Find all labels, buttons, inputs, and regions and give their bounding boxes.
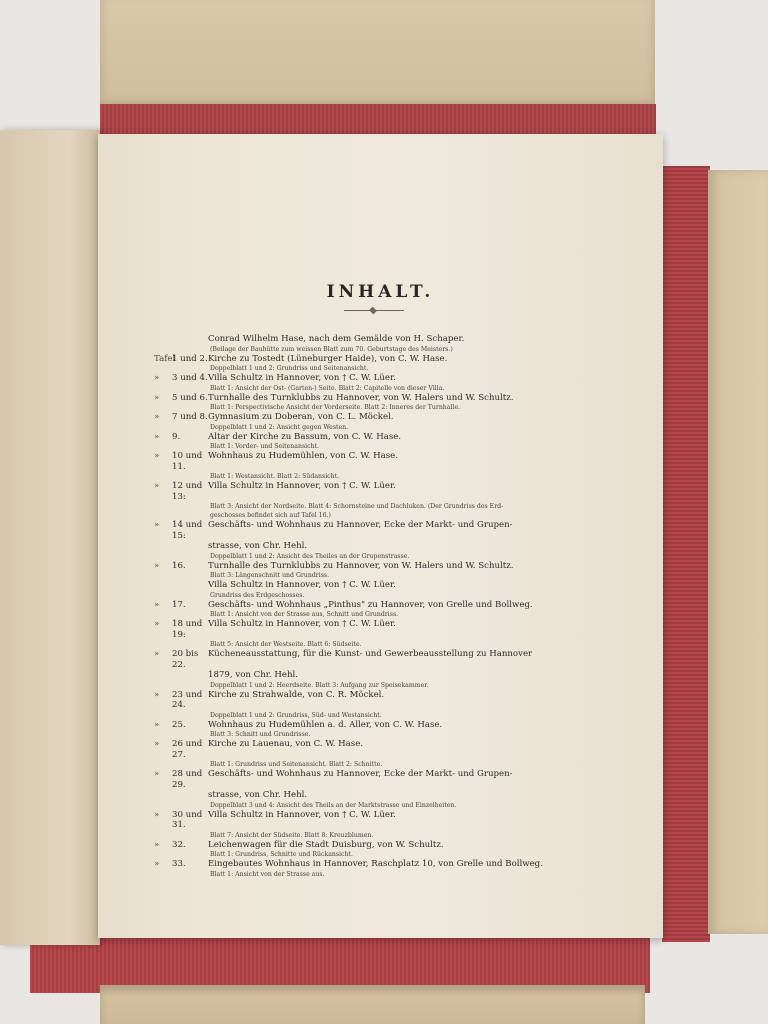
toc-entry-title: Geschäfts- und Wohnhaus zu Hannover, Ecke der Markt- und Grupen- [208,769,513,779]
toc-entry-title: Villa Schultz in Hannover, von † C. W. Lüer. [208,373,396,383]
page-title: INHALT. [326,282,435,302]
toc-entry [154,561,624,572]
toc-marker: » [154,451,160,461]
toc-entry [154,810,624,831]
toc-entry [154,739,624,760]
toc-plate-number: 1 und 2. [172,353,208,364]
toc-entry-title: Villa Schultz in Hannover, von † C. W. Lüer. [208,481,396,491]
toc-plate-number: 33. [172,859,186,869]
toc-entry [154,393,624,404]
bottom-paper-flap [100,985,645,1024]
toc-entry [154,432,624,443]
left-cover-page [0,130,100,945]
toc-plate-number: 25. [172,719,186,730]
toc-marker: Tafel [154,353,176,364]
toc-entry-note: Doppelblatt 3 und 4: Ansicht des Theils an der Marktstrasse und Einzelheiten. [210,801,457,809]
toc-plate-number: 20 bis 22. [172,649,199,670]
toc-marker: » [154,809,160,820]
toc-marker: » [154,560,160,571]
toc-entry [154,720,624,731]
toc-entry-title: Kirche zu Tostedt (Lüneburger Haide), von C. W. Hase. [208,353,448,364]
toc-entry-title: Gymnasium zu Doberan, von C. L. Möckel. [208,412,394,422]
toc-plate-number: 30 und 31. [172,809,203,830]
toc-plate-number: 10 und 11. [172,451,203,472]
toc-plate-number: 17. [172,599,186,610]
toc-marker: » [154,599,160,610]
toc-entry-note: Blatt 3: Schnitt und Grundrisse. [210,731,311,738]
toc-entry-note: Doppelblatt 1 und 2: Ansicht gegen Westen. [210,423,349,431]
toc-entry-note: Blatt 7: Ansicht der Südseite. Blatt 8: Kreuzblumen. [210,831,374,839]
toc-entry-note: Doppelblatt 1 und 2: Grundriss, Süd- und Westansicht. [210,711,382,719]
toc-entry [154,600,624,611]
toc-entry-continuation: Villa Schultz in Hannover, von † C. W. Lüer. [208,580,396,590]
toc-entry-title: Villa Schultz in Hannover, von † C. W. Lüer. [208,619,396,629]
toc-entry [154,690,624,711]
right-paper-flap [708,170,768,934]
toc-marker: » [154,412,160,422]
toc-marker: » [154,689,160,700]
toc-entry-title: Kirche zu Strahwalde, von C. R. Möckel. [208,689,385,700]
toc-entry-note: Blatt 1: Perspectivische Ansicht der Vorderseite. Blatt 2: Inneres der Turnhalle. [210,404,461,411]
toc-entry [154,334,624,345]
toc-entry-title: Geschäfts- und Wohnhaus zu Hannover, Ecke der Markt- und Grupen- [208,520,513,530]
toc-marker [154,334,172,345]
toc-entry-continuation: strasse, von Chr. Hehl. [208,541,308,551]
toc-plate-number: 32. [172,839,186,850]
contents-page [98,134,663,938]
toc-plate-number: 23 und 24. [172,689,203,710]
toc-plate-number: 7 und 8. [172,412,208,422]
toc-entry [154,649,624,670]
toc-entry-title: Eingebautes Wohnhaus in Hannover, Raschplatz 10, von Grelle und Bollweg. [208,859,543,869]
toc-entry [154,619,624,640]
toc-plate-number: 3 und 4. [172,373,208,383]
toc-entry-note: geschosses befindet sich auf Tafel 16.) [210,512,331,519]
toc-entry-title: Kücheneausstattung, für die Kunst- und Gewerbeausstellung zu Hannover [208,649,533,659]
toc-entry-note: (Beilage der Bauhütte zum weissen Blatt zum 70. Geburtstage des Meisters.) [210,345,453,353]
toc-entry-continuation: 1879, von Chr. Hehl. [208,670,298,680]
toc-plate-number: 16. [172,560,186,571]
toc-entry-title: Villa Schultz in Hannover, von † C. W. Lüer. [208,809,396,820]
toc-entry-continuation: strasse, von Chr. Hehl. [208,790,308,800]
toc-entry-title: Turnhalle des Turnklubbs zu Hannover, von W. Halers und W. Schultz. [208,392,514,403]
toc-entry-note: Blatt 1: Ansicht der Ost- (Garten-) Seite. Blatt 2: Capitelle von dieser Villa. [210,384,445,392]
toc-plate-number: 18 und 19: [172,619,203,640]
toc-entry-title: Leichenwagen für die Stadt Duisburg, von W. Schultz. [208,839,444,850]
toc-entry-note: Blatt 1: Ansicht von der Strasse aus, Schnitt und Grundriss. [210,611,399,618]
toc-entry [154,412,624,423]
toc-entry-title: Turnhalle des Turnklubbs zu Hannover, von W. Halers und W. Schultz. [208,560,514,571]
toc-entry-note: Blatt 1: Vorder- und Seitenansicht. [210,443,320,450]
toc-entry-note: Blatt 1: Ansicht von der Strasse aus. [210,870,325,878]
toc-marker: » [154,392,160,403]
toc-entry-title: Wohnhaus zu Hudemühlen, von C. W. Hase. [208,451,398,461]
toc-entry-title: Altar der Kirche zu Bassum, von C. W. Hase. [208,431,402,442]
toc-entry [154,373,624,384]
table-of-contents [154,334,624,879]
toc-marker: » [154,739,160,749]
toc-plate-number: 12 und 13: [172,481,203,502]
toc-entry-note: Blatt 5: Ansicht der Westseite. Blatt 6: Südseite. [210,641,362,648]
toc-marker: » [154,431,160,442]
toc-marker: » [154,481,160,491]
toc-entry-note: Doppelblatt 1 und 2: Ansicht des Theiles an der Grupenstrasse. [210,552,410,560]
top-paper-flap [100,0,655,110]
toc-plate-number: 5 und 6. [172,392,208,403]
toc-entry-title: Conrad Wilhelm Hase, nach dem Gemälde von H. Schaper. [208,334,465,344]
toc-plate-number: 14 und 15: [172,520,203,541]
toc-entry-note: Blatt 1: Grundriss, Schnitte und Rückansicht. [210,851,353,858]
toc-entry-note: Blatt 3: Ansicht der Nordseite. Blatt 4: Schornsteine und Dachluken. (Der Grundriss des Erd- [210,503,504,510]
toc-entry-title: Geschäfts- und Wohnhaus „Pinthus" zu Hannover, von Grelle und Bollweg. [208,599,533,610]
toc-entry [154,451,624,472]
toc-entry-note: Blatt 1: Grundriss und Seitenansicht. Blatt 2: Schnitte. [210,761,383,768]
toc-entry [154,859,624,870]
toc-entry-title: Wohnhaus zu Hudemühlen a. d. Aller, von C. W. Hase. [208,719,443,730]
toc-entry-note: Doppelblatt 1 und 2: Heerdseite. Blatt 3: Aufgang zur Speisekammer. [210,681,429,689]
toc-entry [154,354,624,365]
toc-plate-number [172,334,208,345]
toc-marker: » [154,859,160,869]
toc-entry [154,520,624,541]
toc-plate-number: 9. [172,431,181,442]
toc-marker: » [154,520,160,530]
toc-entry [154,840,624,851]
toc-entry [154,769,624,790]
toc-marker: » [154,649,160,659]
toc-entry [154,481,624,502]
toc-entry-note: Doppelblatt 1 und 2: Grundriss und Seitenansicht. [210,365,369,372]
title-ornament [344,310,404,311]
toc-entry-title: Kirche zu Lauenau, von C. W. Hase. [208,739,364,749]
toc-entry-note: Blatt 1: Westansicht. Blatt 2: Südansicht. [210,473,340,480]
toc-plate-number: 26 und 27. [172,739,203,760]
toc-marker: » [154,619,160,629]
toc-marker: » [154,719,160,730]
right-cloth-hinge [662,166,710,942]
toc-marker: » [154,769,160,779]
toc-entry-note: Grundriss des Erdgeschosses. [210,591,305,599]
toc-marker: » [154,373,160,383]
toc-marker: » [154,839,160,850]
toc-entry-note: Blatt 3: Längenschnitt und Grundriss. [210,572,330,579]
toc-plate-number: 28 und 29. [172,769,203,790]
